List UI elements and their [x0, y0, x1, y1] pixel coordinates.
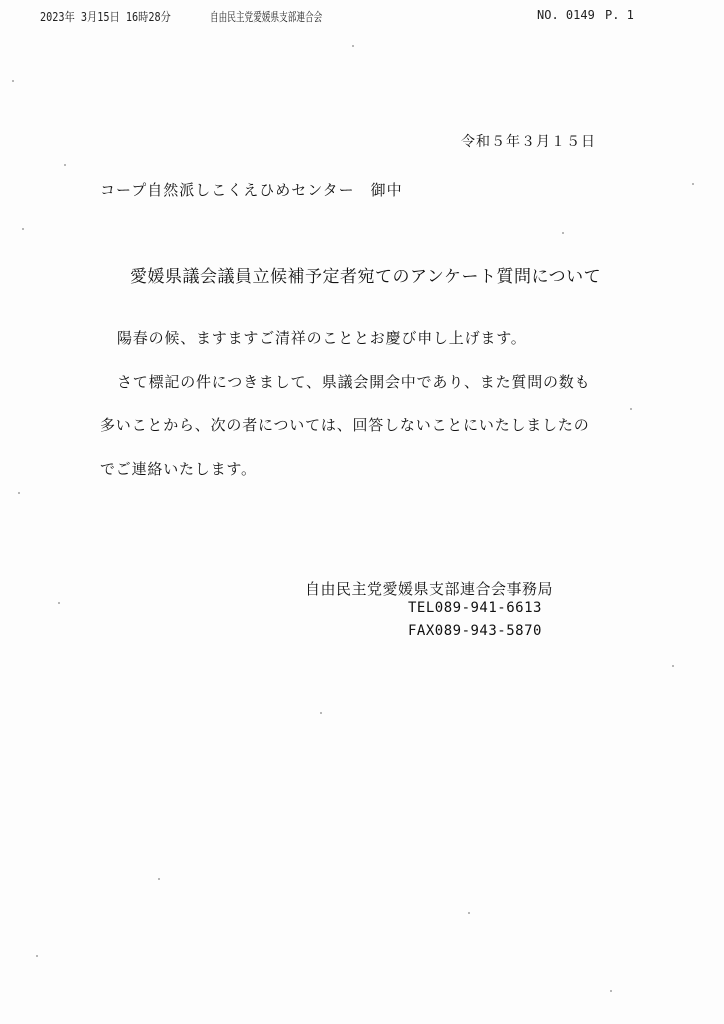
- letter-date: 令和５年３月１５日: [461, 134, 596, 150]
- scan-speck: [692, 183, 694, 185]
- letter-body-line: 多いことから、次の者については、回答しないことにいたしましたの: [100, 416, 590, 434]
- scan-speck: [58, 602, 60, 604]
- signature-organization: 自由民主党愛媛県支部連合会事務局: [305, 580, 554, 598]
- letter-body-line: 陽春の候、ますますご清祥のこととお慶び申し上げます。: [117, 329, 527, 347]
- signature-telephone: TEL089-941-6613: [408, 600, 542, 616]
- letter-body-line: さて標記の件につきまして、県議会開会中であり、また質問の数も: [117, 373, 591, 391]
- letter-subject: 愛媛県議会議員立候補予定者宛てのアンケート質問について: [130, 267, 602, 287]
- letter-recipient: コープ自然派しこくえひめセンター 御中: [100, 181, 403, 199]
- scan-speck: [158, 878, 160, 880]
- letter-body-line: でご連絡いたします。: [100, 460, 257, 478]
- scan-speck: [18, 492, 20, 494]
- fax-sender-name: 自由民主党愛媛県支部連合会: [210, 10, 323, 24]
- fax-transmission-header: [0, 8, 724, 28]
- scan-speck: [64, 164, 66, 166]
- scan-speck: [630, 408, 632, 410]
- scan-speck: [320, 712, 322, 714]
- scan-speck: [36, 955, 38, 957]
- fax-number: NO. 0149: [537, 8, 595, 22]
- scan-speck: [352, 45, 354, 47]
- signature-fax: FAX089-943-5870: [408, 623, 542, 639]
- scan-speck: [672, 665, 674, 667]
- scan-speck: [610, 990, 612, 992]
- fax-timestamp: 2023年 3月15日 16時28分: [40, 10, 171, 24]
- scan-speck: [12, 80, 14, 82]
- scan-speck: [562, 232, 564, 234]
- fax-page-number: P. 1: [605, 8, 634, 22]
- scan-speck: [22, 228, 24, 230]
- scan-speck: [468, 912, 470, 914]
